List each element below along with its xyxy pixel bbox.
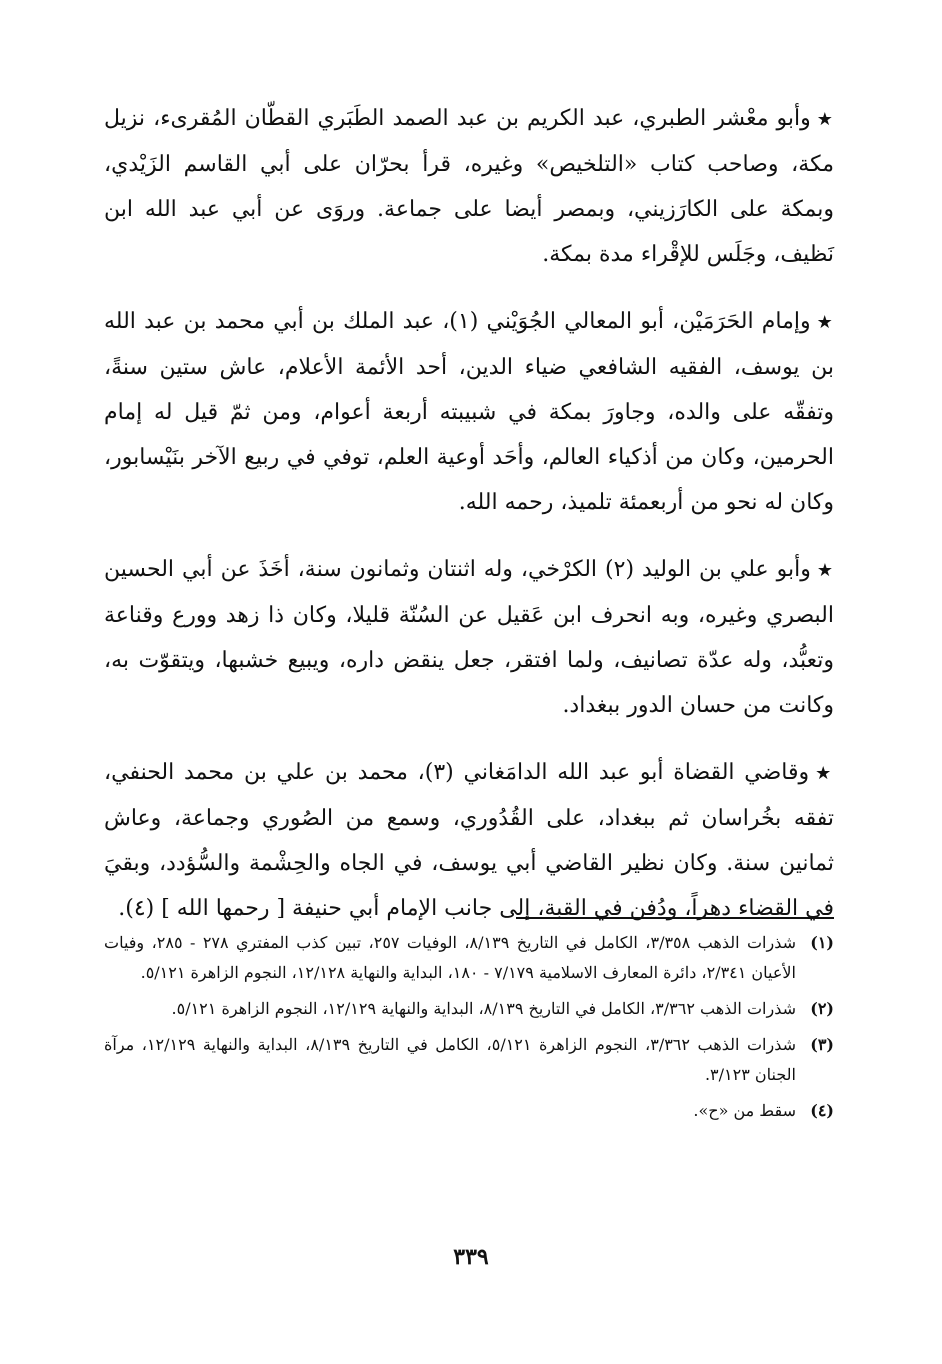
footnote-text: سقط من «ح». — [693, 1101, 796, 1120]
entry-text: وقاضي القضاة أبو عبد الله الدامَغاني (٣)، محمد بن علي بن محمد الحنفي، تفقه بخُراسان ثم ببغداد، على القُدُوري، وسمع من الصُوري وجماعة، وعاش ثمانين سنة. وكان نظير القاضي أبي يوسف، في الجاه والحِشْمة والسُّؤدد، وبقيَ في القضاء دهراً، ودُفن في القبة، إلى جانب الإمام أبي حنيفة [ رحمها الله ] (٤). — [104, 760, 834, 921]
page-number: ٣٣٩ — [453, 1244, 489, 1270]
footnote-number: (٣) — [810, 1035, 834, 1054]
footnotes-section — [104, 928, 834, 1132]
star-icon: ★ — [816, 312, 835, 333]
footnote-number: (٤) — [810, 1101, 834, 1120]
entry-paragraph — [104, 547, 834, 728]
entry-damaghani — [104, 750, 834, 931]
entry-imam-haramayn — [104, 299, 834, 525]
footnote-text: شذرات الذهب ٣/٣٦٢، النجوم الزاهرة ٥/١٢١، الكامل في التاريخ ٨/١٣٩، البداية والنهاية ١٢/١٢٩، مرآة الجنان ٣/١٢٣. — [104, 1035, 797, 1084]
footnote-text: شذرات الذهب ٣/٣٥٨، الكامل في التاريخ ٨/١٣٩، الوفيات ٢٥٧، تبين كذب المفتري ٢٧٨ - ٢٨٥، وفيات الأعيان ٢/٣٤١، دائرة المعارف الاسلامية ٧/١٧٩ - ١٨٠، البداية والنهاية ١٢/١٢٨، النجوم الزاهرة ٥/١٢١. — [104, 933, 797, 982]
main-text — [104, 96, 834, 953]
entry-abu-ali-ibn-walid — [104, 547, 834, 728]
star-icon: ★ — [816, 560, 835, 581]
entry-text: وأبو معْشر الطبري، عبد الكريم بن عبد الصمد الطَبَري القطّان المُقرىء، نزيل مكة، وصاحب كتاب «التلخيص» وغيره، قرأ بحرّان على أبي القاسم الزَيْدي، وبمكة على الكارَزيني، وبمصر أيضا على جماعة. وروَى عن أبي عبد الله ابن نَظيف، وجَلَس للإقْراء مدة بمكة. — [104, 106, 834, 267]
footnote — [104, 1030, 834, 1090]
entry-paragraph — [104, 299, 834, 525]
star-icon: ★ — [816, 109, 834, 130]
entry-abu-mashar — [104, 96, 834, 277]
footnote — [104, 994, 834, 1024]
footnote — [104, 1096, 834, 1126]
star-icon: ★ — [815, 763, 835, 784]
footnote-number: (١) — [810, 933, 834, 952]
entry-text: وإمام الحَرَمَيْن، أبو المعالي الجُوَيْني (١)، عبد الملك بن أبي محمد بن عبد الله بن يوسف، الفقيه الشافعي ضياء الدين، أحد الأئمة الأعلام، عاش ستين سنةً، وتفقّه على والده، وجاورَ بمكة في شبيبته أربعة أعوام، ومن ثمّ قيل له إمام الحرمين، وكان من أذكياء العالم، وأحَد أوعية العلم، توفي في ربيع الآخر بنَيْسابور، وكان له نحو من أربعمئة تلميذ، رحمه الله. — [104, 309, 834, 515]
footnote — [104, 928, 834, 988]
footnote-text: شذرات الذهب ٣/٣٦٢، الكامل في التاريخ ٨/١٣٩، البداية والنهاية ١٢/١٢٩، النجوم الزاهرة ٥/١٢١. — [171, 999, 796, 1018]
footnote-divider — [516, 917, 834, 919]
entry-paragraph — [104, 96, 834, 277]
entry-text: وأبو علي بن الوليد (٢) الكرْخي، وله اثنتان وثمانون سنة، أخَذَ عن أبي الحسين البصري وغيره، وبه انحرف ابن عَقيل عن السُنّة قليلا، وكان ذا زهد وورع وقناعة وتعبُّد، وله عدّة تصانيف، ولما افتقر، جعل ينقض داره، ويبيع خشبها، ويتقوّت به، وكانت من حسان الدور ببغداد. — [104, 557, 834, 718]
entry-paragraph — [104, 750, 834, 931]
footnote-number: (٢) — [810, 999, 834, 1018]
